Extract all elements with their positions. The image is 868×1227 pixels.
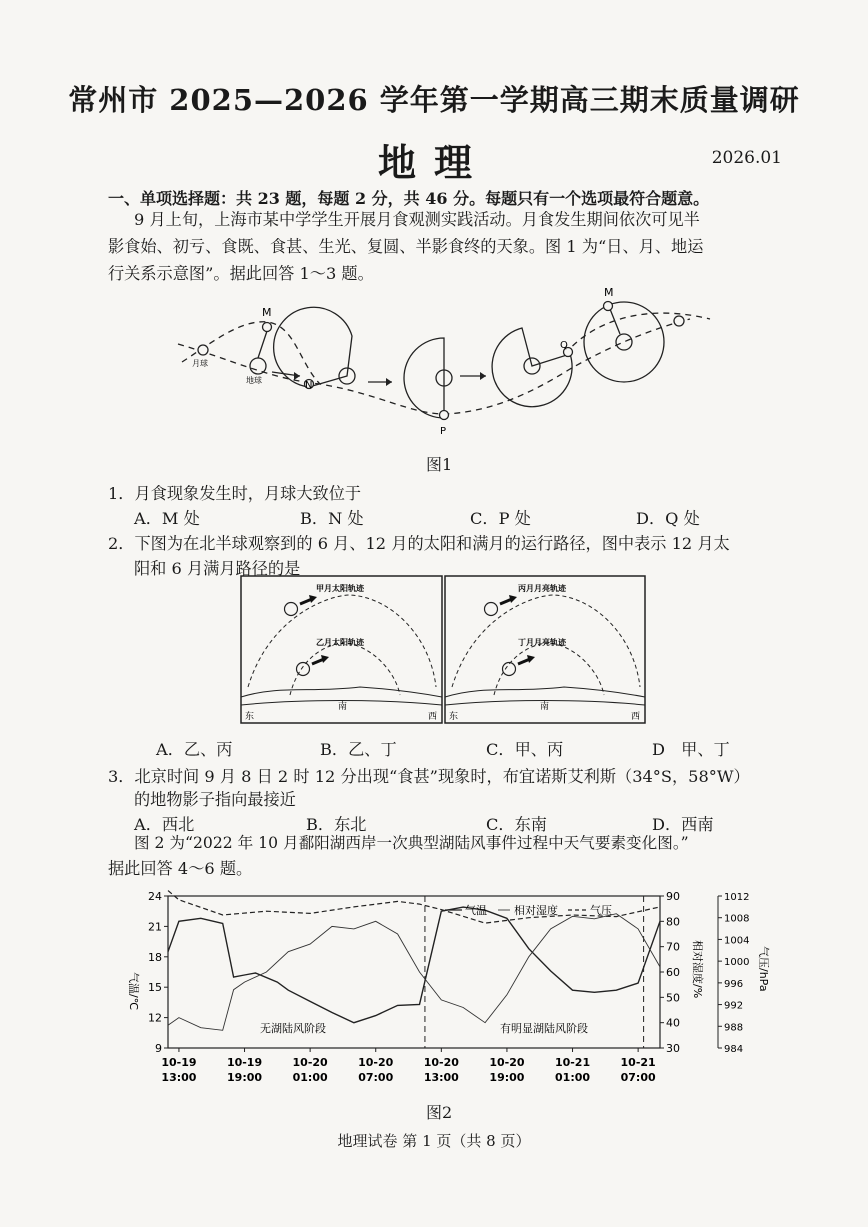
left-axis-label: 气温/℃: [127, 972, 140, 1011]
intro1-line3: 行关系示意图”。据此回答 1～3 题。: [108, 264, 374, 283]
intro1-line1: 9 月上旬，上海市某中学学生开展月食观测实践活动。月食发生期间依次可见半: [134, 210, 700, 229]
intro2-line2: 据此回答 4～6 题。: [108, 859, 253, 878]
temp-tick-label: 18: [148, 950, 162, 964]
fig1-label-m2: M: [604, 286, 614, 299]
x-tick-time: 07:00: [620, 1071, 656, 1084]
pressure-axis-label: 气压/hPa: [757, 946, 770, 992]
phase1-label: 无湖陆风阶段: [260, 1022, 326, 1035]
temp-tick-label: 9: [155, 1042, 162, 1055]
humidity-tick-label: 60: [666, 966, 680, 979]
exam-title: 常州市 2025—2026 学年第一学期高三期末质量调研: [68, 83, 800, 117]
q3-stem-line1: 3．北京时间 9 月 8 日 2 时 12 分出现“食甚”现象时，布宜诺斯艾利斯（34°S，58°W）: [108, 767, 750, 786]
intro1-line2: 影食始、初亏、食既、食甚、生光、复圆、半影食终的天象。图 1 为“日、月、地运: [108, 237, 704, 256]
section-heading: 一、单项选择题：共 23 题，每题 2 分，共 46 分。每题只有一个选项最符合题意。: [108, 189, 710, 208]
fig2-caption: 图2: [426, 1103, 453, 1122]
figure-1-sun-earth-moon: [170, 284, 730, 444]
x-tick-date: 10-20: [292, 1056, 328, 1069]
page-footer: 地理试卷 第 1 页（共 8 页）: [337, 1132, 531, 1150]
q2-label-jia: 甲月太阳轨迹: [316, 584, 364, 593]
temp-tick-label: 24: [148, 890, 162, 903]
q2-left-west: 西: [428, 712, 438, 722]
q2-figure-paths: [240, 575, 646, 725]
x-tick-time: 13:00: [423, 1071, 459, 1084]
q1-option-b: B．N 处: [300, 509, 364, 528]
x-tick-time: 01:00: [292, 1071, 328, 1084]
q1-option-a: A．M 处: [134, 509, 200, 528]
legend-temp: 气温: [465, 904, 487, 917]
pressure-tick-label: 992: [724, 1000, 744, 1012]
humidity-tick-label: 80: [666, 915, 680, 929]
pressure-tick-label: 1012: [724, 892, 750, 903]
q2-right-west: 西: [631, 712, 641, 722]
pressure-tick-label: 1008: [724, 913, 750, 925]
q2-option-d: D 甲、丁: [652, 740, 730, 759]
q2-left-east: 东: [245, 712, 255, 722]
q2-right-east: 东: [449, 712, 459, 722]
temp-tick-label: 15: [148, 981, 162, 995]
pressure-tick-label: 1004: [724, 935, 750, 947]
q3-option-c: C．东南: [486, 815, 547, 834]
x-tick-time: 01:00: [555, 1071, 591, 1084]
q1-option-c: C．P 处: [470, 509, 531, 528]
fig1-label-n: N: [305, 380, 313, 391]
x-tick-date: 10-21: [620, 1056, 656, 1069]
x-tick-time: 13:00: [161, 1071, 197, 1084]
x-tick-date: 10-19: [161, 1056, 197, 1069]
fig1-label-moon: 月球: [192, 359, 208, 368]
q3-stem-line2: 的地物影子指向最接近: [134, 790, 296, 809]
legend-humidity: 相对湿度: [514, 904, 558, 917]
q2-option-a: A．乙、丙: [156, 740, 233, 759]
x-tick-time: 07:00: [358, 1071, 394, 1084]
series-line-temperature: [168, 907, 660, 1023]
x-tick-date: 10-21: [554, 1056, 591, 1069]
q1-option-d: D．Q 处: [636, 509, 700, 528]
q2-stem-line2: 阳和 6 月满月路径的是: [134, 559, 301, 578]
x-tick-date: 10-20: [358, 1056, 394, 1069]
humidity-tick-label: 40: [666, 1016, 680, 1030]
q2-right-south: 南: [540, 702, 550, 712]
x-tick-date: 10-20: [423, 1056, 459, 1069]
temp-tick-label: 21: [148, 920, 162, 934]
q3-option-d: D．西南: [652, 815, 714, 834]
q1-stem: 1．月食现象发生时，月球大致位于: [108, 484, 362, 503]
x-tick-date: 10-20: [489, 1056, 525, 1069]
humidity-axis-label: 相对湿度/%: [691, 940, 704, 999]
q3-option-a: A．西北: [134, 815, 195, 834]
q2-option-b: B．乙、丁: [320, 740, 397, 759]
exam-date: 2026.01: [711, 148, 782, 168]
temp-tick-label: 12: [148, 1011, 162, 1025]
q2-label-bing: 丙月月亮轨迹: [518, 584, 566, 593]
fig1-label-m1: M: [262, 306, 272, 319]
intro2-line1: 图 2 为“2022 年 10 月鄱阳湖西岸一次典型湖陆风事件过程中天气要素变化图。”: [134, 834, 689, 852]
fig1-caption: 图1: [426, 455, 453, 474]
figure-2-weather-chart: [120, 888, 780, 1088]
humidity-tick-label: 50: [666, 991, 680, 1005]
humidity-tick-label: 70: [666, 940, 680, 954]
humidity-tick-label: 30: [666, 1042, 680, 1055]
pressure-tick-label: 996: [724, 978, 744, 990]
fig1-label-q: Q: [560, 340, 568, 351]
phase2-label: 有明显湖陆风阶段: [500, 1022, 588, 1035]
x-tick-time: 19:00: [227, 1071, 263, 1084]
q2-label-yi: 乙月太阳轨迹: [316, 638, 364, 647]
fig1-label-p: P: [440, 426, 447, 437]
legend-pressure: 气压: [590, 904, 612, 917]
q2-stem-line1: 2．下图为在北半球观察到的 6 月、12 月的太阳和满月的运行路径，图中表示 12 月太: [108, 534, 730, 553]
q2-option-c: C．甲、丙: [486, 740, 564, 759]
pressure-tick-label: 984: [724, 1044, 744, 1055]
x-tick-date: 10-19: [226, 1056, 263, 1069]
pressure-tick-label: 988: [724, 1022, 744, 1034]
q2-label-ding: 丁月月亮轨迹: [518, 638, 566, 647]
series-line-humidity: [168, 914, 660, 1031]
subject-title: 地理: [377, 140, 490, 185]
q2-left-south: 南: [338, 702, 348, 712]
x-tick-time: 19:00: [489, 1071, 525, 1084]
fig1-label-earth: 地球: [246, 376, 262, 385]
humidity-tick-label: 90: [666, 890, 680, 903]
pressure-tick-label: 1000: [724, 957, 750, 969]
q3-option-b: B．东北: [306, 815, 367, 834]
